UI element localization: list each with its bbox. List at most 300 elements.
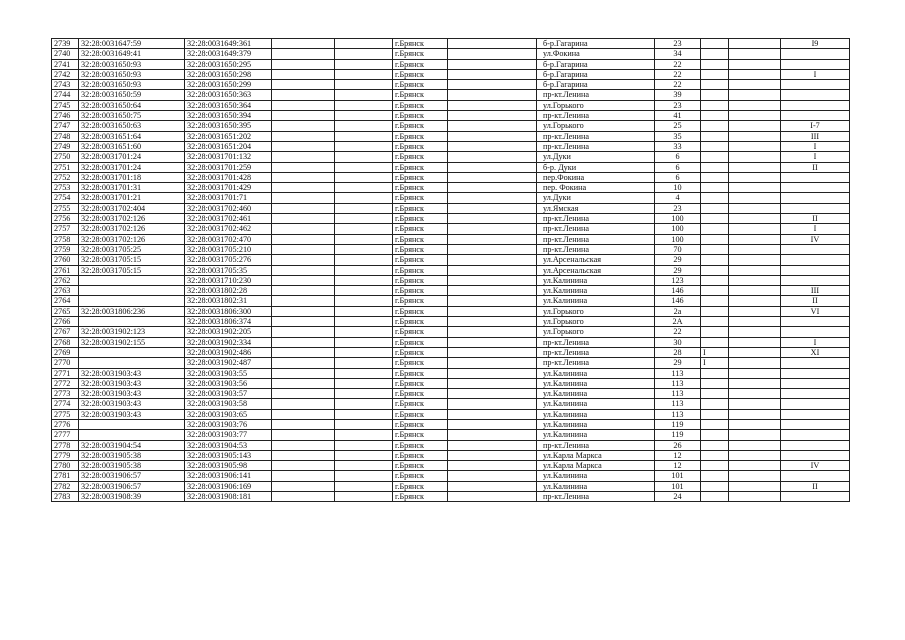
cell-empty-col-a — [272, 275, 335, 285]
cell-empty-col-c — [448, 286, 537, 296]
cell-house-number: 113 — [655, 378, 701, 388]
cell-empty-col-a — [272, 224, 335, 234]
cell-empty-col-a — [272, 152, 335, 162]
cell-building-mark — [701, 49, 729, 59]
cell-land-cadastral-number: 32:28:0031650:93 — [79, 69, 185, 79]
cell-object-cadastral-number: 32:28:0031702:462 — [185, 224, 272, 234]
cell-house-number: 22 — [655, 69, 701, 79]
cell-object-cadastral-number: 32:28:0031904:53 — [185, 440, 272, 450]
cell-city: г.Брянск — [393, 337, 448, 347]
cell-city: г.Брянск — [393, 327, 448, 337]
table-row — [52, 492, 850, 502]
cell-house-number: 22 — [655, 59, 701, 69]
cell-object-cadastral-number: 32:28:0031906:141 — [185, 471, 272, 481]
cell-empty-col-d — [729, 275, 781, 285]
cell-empty-col-c — [448, 368, 537, 378]
cell-building-mark — [701, 440, 729, 450]
cell-premises-number: I — [781, 141, 850, 151]
cell-land-cadastral-number: 32:28:0031651:60 — [79, 141, 185, 151]
cell-building-mark — [701, 389, 729, 399]
cell-row-number: 2762 — [52, 275, 79, 285]
table-row — [52, 90, 850, 100]
cell-land-cadastral-number: 32:28:0031701:24 — [79, 152, 185, 162]
cell-object-cadastral-number: 32:28:0031649:361 — [185, 39, 272, 49]
cell-empty-col-d — [729, 172, 781, 182]
cell-land-cadastral-number — [79, 419, 185, 429]
cell-land-cadastral-number: 32:28:0031702:404 — [79, 203, 185, 213]
cell-empty-col-c — [448, 69, 537, 79]
cell-premises-number — [781, 265, 850, 275]
cell-empty-col-d — [729, 111, 781, 121]
cell-street: пр-кт.Ленина — [537, 244, 655, 254]
cell-house-number: 100 — [655, 234, 701, 244]
table-row — [52, 296, 850, 306]
cell-city: г.Брянск — [393, 131, 448, 141]
cell-land-cadastral-number — [79, 430, 185, 440]
cell-premises-number: XI — [781, 347, 850, 357]
cell-city: г.Брянск — [393, 69, 448, 79]
cell-empty-col-a — [272, 358, 335, 368]
cell-city: г.Брянск — [393, 358, 448, 368]
cell-street: ул.Дуки — [537, 152, 655, 162]
cell-empty-col-a — [272, 409, 335, 419]
cell-land-cadastral-number: 32:28:0031905:38 — [79, 461, 185, 471]
cell-house-number: 41 — [655, 111, 701, 121]
cell-city: г.Брянск — [393, 368, 448, 378]
cell-empty-col-c — [448, 461, 537, 471]
cell-premises-number — [781, 419, 850, 429]
cell-empty-col-d — [729, 389, 781, 399]
cell-building-mark — [701, 90, 729, 100]
cell-object-cadastral-number: 32:28:0031806:300 — [185, 306, 272, 316]
cell-house-number: 70 — [655, 244, 701, 254]
cell-object-cadastral-number: 32:28:0031903:77 — [185, 430, 272, 440]
cell-empty-col-c — [448, 203, 537, 213]
cell-street: ул.Горького — [537, 306, 655, 316]
cell-empty-col-b — [335, 337, 393, 347]
cell-empty-col-d — [729, 234, 781, 244]
cell-city: г.Брянск — [393, 306, 448, 316]
cell-empty-col-a — [272, 378, 335, 388]
cell-empty-col-b — [335, 59, 393, 69]
cell-empty-col-b — [335, 419, 393, 429]
cell-object-cadastral-number: 32:28:0031705:210 — [185, 244, 272, 254]
table-row — [52, 172, 850, 182]
cell-object-cadastral-number: 32:28:0031903:55 — [185, 368, 272, 378]
table-row — [52, 347, 850, 357]
cell-building-mark — [701, 244, 729, 254]
cell-land-cadastral-number — [79, 317, 185, 327]
cell-land-cadastral-number: 32:28:0031649:41 — [79, 49, 185, 59]
cell-premises-number — [781, 244, 850, 254]
cell-building-mark — [701, 399, 729, 409]
cell-empty-col-a — [272, 80, 335, 90]
cell-empty-col-b — [335, 131, 393, 141]
cell-city: г.Брянск — [393, 111, 448, 121]
cell-building-mark — [701, 111, 729, 121]
cell-house-number: 29 — [655, 255, 701, 265]
cell-building-mark — [701, 378, 729, 388]
cell-building-mark — [701, 450, 729, 460]
cell-empty-col-c — [448, 481, 537, 491]
cell-object-cadastral-number: 32:28:0031701:71 — [185, 193, 272, 203]
cell-row-number: 2755 — [52, 203, 79, 213]
table-row — [52, 59, 850, 69]
cell-street: пр-кт.Ленина — [537, 224, 655, 234]
cell-empty-col-c — [448, 224, 537, 234]
cell-empty-col-a — [272, 419, 335, 429]
cell-empty-col-c — [448, 399, 537, 409]
cell-house-number: 26 — [655, 440, 701, 450]
cell-empty-col-b — [335, 214, 393, 224]
cell-premises-number: IV — [781, 461, 850, 471]
cell-empty-col-c — [448, 337, 537, 347]
cell-street: пр-кт.Ленина — [537, 214, 655, 224]
cell-object-cadastral-number: 32:28:0031702:461 — [185, 214, 272, 224]
cell-premises-number — [781, 255, 850, 265]
cell-row-number: 2751 — [52, 162, 79, 172]
cell-street: пр-кт.Ленина — [537, 131, 655, 141]
cell-land-cadastral-number: 32:28:0031702:126 — [79, 214, 185, 224]
cell-building-mark — [701, 327, 729, 337]
cell-street: ул.Калинина — [537, 275, 655, 285]
cell-object-cadastral-number: 32:28:0031701:259 — [185, 162, 272, 172]
cell-land-cadastral-number: 32:28:0031705:15 — [79, 265, 185, 275]
cell-empty-col-d — [729, 358, 781, 368]
cell-object-cadastral-number: 32:28:0031903:56 — [185, 378, 272, 388]
cell-land-cadastral-number: 32:28:0031903:43 — [79, 409, 185, 419]
cell-building-mark — [701, 193, 729, 203]
cell-empty-col-b — [335, 203, 393, 213]
cell-row-number: 2764 — [52, 296, 79, 306]
cell-land-cadastral-number: 32:28:0031903:43 — [79, 378, 185, 388]
cell-empty-col-b — [335, 100, 393, 110]
cell-row-number: 2781 — [52, 471, 79, 481]
cell-city: г.Брянск — [393, 244, 448, 254]
cell-empty-col-a — [272, 193, 335, 203]
cell-building-mark — [701, 172, 729, 182]
cell-row-number: 2765 — [52, 306, 79, 316]
cell-row-number: 2745 — [52, 100, 79, 110]
cell-premises-number — [781, 193, 850, 203]
cell-empty-col-d — [729, 100, 781, 110]
cell-empty-col-a — [272, 347, 335, 357]
cell-premises-number: II — [781, 162, 850, 172]
cell-street: ул.Калинина — [537, 286, 655, 296]
cell-empty-col-d — [729, 440, 781, 450]
cell-empty-col-d — [729, 286, 781, 296]
cell-empty-col-d — [729, 214, 781, 224]
table-row — [52, 286, 850, 296]
cell-city: г.Брянск — [393, 399, 448, 409]
cell-empty-col-c — [448, 492, 537, 502]
cell-empty-col-c — [448, 275, 537, 285]
cell-row-number: 2776 — [52, 419, 79, 429]
cell-premises-number: I — [781, 69, 850, 79]
table-row — [52, 419, 850, 429]
table-row — [52, 234, 850, 244]
cell-house-number: 2а — [655, 306, 701, 316]
cell-land-cadastral-number: 32:28:0031701:31 — [79, 183, 185, 193]
cell-empty-col-d — [729, 481, 781, 491]
cell-empty-col-b — [335, 265, 393, 275]
cell-empty-col-c — [448, 244, 537, 254]
cell-house-number: 25 — [655, 121, 701, 131]
cell-land-cadastral-number — [79, 358, 185, 368]
cell-land-cadastral-number — [79, 296, 185, 306]
cell-empty-col-b — [335, 39, 393, 49]
cell-house-number: 119 — [655, 430, 701, 440]
cell-house-number: 28 — [655, 347, 701, 357]
cell-empty-col-a — [272, 59, 335, 69]
table-row — [52, 121, 850, 131]
cell-premises-number — [781, 430, 850, 440]
table-row — [52, 224, 850, 234]
cell-city: г.Брянск — [393, 419, 448, 429]
cell-object-cadastral-number: 32:28:0031651:202 — [185, 131, 272, 141]
cell-empty-col-a — [272, 306, 335, 316]
cell-empty-col-d — [729, 141, 781, 151]
cell-empty-col-b — [335, 317, 393, 327]
cell-street: б-р.Гагарина — [537, 69, 655, 79]
cell-street: ул.Калинина — [537, 419, 655, 429]
cell-building-mark — [701, 430, 729, 440]
cell-house-number: 4 — [655, 193, 701, 203]
cell-building-mark — [701, 255, 729, 265]
cell-empty-col-c — [448, 59, 537, 69]
cell-object-cadastral-number: 32:28:0031705:35 — [185, 265, 272, 275]
cell-building-mark — [701, 481, 729, 491]
cell-house-number: 30 — [655, 337, 701, 347]
cell-premises-number — [781, 378, 850, 388]
cell-empty-col-a — [272, 450, 335, 460]
cell-empty-col-c — [448, 378, 537, 388]
cell-object-cadastral-number: 32:28:0031650:395 — [185, 121, 272, 131]
cell-street: пр-кт.Ленина — [537, 90, 655, 100]
cell-row-number: 2746 — [52, 111, 79, 121]
table-row — [52, 141, 850, 151]
cell-land-cadastral-number: 32:28:0031650:75 — [79, 111, 185, 121]
table-row — [52, 358, 850, 368]
cell-object-cadastral-number: 32:28:0031906:169 — [185, 481, 272, 491]
cell-empty-col-c — [448, 471, 537, 481]
cell-empty-col-b — [335, 481, 393, 491]
table-row — [52, 193, 850, 203]
cell-row-number: 2772 — [52, 378, 79, 388]
cell-empty-col-a — [272, 430, 335, 440]
cell-row-number: 2771 — [52, 368, 79, 378]
cell-house-number: 146 — [655, 286, 701, 296]
cell-building-mark — [701, 214, 729, 224]
cell-building-mark — [701, 471, 729, 481]
cell-street: ул.Карла Маркса — [537, 450, 655, 460]
cell-empty-col-a — [272, 296, 335, 306]
cell-empty-col-c — [448, 265, 537, 275]
cell-premises-number — [781, 450, 850, 460]
cell-empty-col-b — [335, 378, 393, 388]
cell-empty-col-d — [729, 49, 781, 59]
cell-empty-col-d — [729, 399, 781, 409]
cell-land-cadastral-number: 32:28:0031902:123 — [79, 327, 185, 337]
cell-land-cadastral-number: 32:28:0031702:126 — [79, 234, 185, 244]
cell-building-mark — [701, 183, 729, 193]
cell-empty-col-b — [335, 172, 393, 182]
cell-empty-col-a — [272, 265, 335, 275]
cell-house-number: 29 — [655, 265, 701, 275]
cell-city: г.Брянск — [393, 100, 448, 110]
cell-street: ул.Калинина — [537, 399, 655, 409]
cell-land-cadastral-number: 32:28:0031650:59 — [79, 90, 185, 100]
cell-empty-col-b — [335, 244, 393, 254]
cell-building-mark — [701, 409, 729, 419]
cell-city: г.Брянск — [393, 296, 448, 306]
cell-empty-col-b — [335, 141, 393, 151]
table-row — [52, 275, 850, 285]
cell-house-number: 39 — [655, 90, 701, 100]
cell-empty-col-b — [335, 90, 393, 100]
table-row — [52, 152, 850, 162]
cell-land-cadastral-number: 32:28:0031650:93 — [79, 80, 185, 90]
cell-empty-col-d — [729, 59, 781, 69]
cell-land-cadastral-number — [79, 286, 185, 296]
cell-object-cadastral-number: 32:28:0031710:230 — [185, 275, 272, 285]
cell-empty-col-a — [272, 317, 335, 327]
cell-empty-col-d — [729, 378, 781, 388]
cell-row-number: 2779 — [52, 450, 79, 460]
cell-house-number: 2А — [655, 317, 701, 327]
cell-street: ул.Ямская — [537, 203, 655, 213]
cell-premises-number — [781, 317, 850, 327]
cell-empty-col-d — [729, 244, 781, 254]
cell-city: г.Брянск — [393, 234, 448, 244]
cell-empty-col-a — [272, 286, 335, 296]
cell-empty-col-d — [729, 265, 781, 275]
cell-empty-col-d — [729, 450, 781, 460]
table-row — [52, 49, 850, 59]
cell-premises-number: II — [781, 296, 850, 306]
cell-street: пр-кт.Ленина — [537, 358, 655, 368]
cell-empty-col-a — [272, 39, 335, 49]
cell-empty-col-a — [272, 121, 335, 131]
cell-land-cadastral-number: 32:28:0031651:64 — [79, 131, 185, 141]
cell-house-number: 101 — [655, 471, 701, 481]
cell-empty-col-c — [448, 450, 537, 460]
cell-empty-col-b — [335, 471, 393, 481]
cell-empty-col-d — [729, 203, 781, 213]
cell-building-mark — [701, 59, 729, 69]
cell-premises-number: II — [781, 481, 850, 491]
cell-empty-col-b — [335, 358, 393, 368]
cell-street: пр-кт.Ленина — [537, 141, 655, 151]
cell-empty-col-b — [335, 389, 393, 399]
cell-land-cadastral-number: 32:28:0031806:236 — [79, 306, 185, 316]
cell-empty-col-d — [729, 224, 781, 234]
cell-empty-col-a — [272, 141, 335, 151]
cell-building-mark — [701, 152, 729, 162]
cell-premises-number — [781, 90, 850, 100]
cell-empty-col-a — [272, 49, 335, 59]
cell-row-number: 2744 — [52, 90, 79, 100]
cell-row-number: 2768 — [52, 337, 79, 347]
registry-sheet — [51, 38, 850, 502]
cell-object-cadastral-number: 32:28:0031902:487 — [185, 358, 272, 368]
cell-street: ул.Горького — [537, 121, 655, 131]
cell-building-mark — [701, 224, 729, 234]
cell-city: г.Брянск — [393, 471, 448, 481]
cell-building-mark — [701, 461, 729, 471]
cell-empty-col-c — [448, 234, 537, 244]
cell-street: пр-кт.Ленина — [537, 234, 655, 244]
cell-empty-col-c — [448, 419, 537, 429]
cell-empty-col-c — [448, 306, 537, 316]
cell-empty-col-b — [335, 255, 393, 265]
cell-land-cadastral-number: 32:28:0031650:64 — [79, 100, 185, 110]
table-body — [52, 39, 850, 502]
cell-building-mark — [701, 203, 729, 213]
cell-row-number: 2761 — [52, 265, 79, 275]
cell-empty-col-b — [335, 327, 393, 337]
cell-building-mark — [701, 368, 729, 378]
cell-city: г.Брянск — [393, 450, 448, 460]
cell-premises-number: III — [781, 286, 850, 296]
table-row — [52, 389, 850, 399]
cell-street: ул.Калинина — [537, 296, 655, 306]
cell-empty-col-b — [335, 224, 393, 234]
cell-empty-col-c — [448, 80, 537, 90]
cell-city: г.Брянск — [393, 409, 448, 419]
table-row — [52, 378, 850, 388]
cell-city: г.Брянск — [393, 172, 448, 182]
cell-street: ул.Карла Маркса — [537, 461, 655, 471]
cell-land-cadastral-number: 32:28:0031701:21 — [79, 193, 185, 203]
cell-object-cadastral-number: 32:28:0031902:486 — [185, 347, 272, 357]
cell-object-cadastral-number: 32:28:0031905:98 — [185, 461, 272, 471]
cell-house-number: 6 — [655, 162, 701, 172]
cell-city: г.Брянск — [393, 481, 448, 491]
cell-empty-col-a — [272, 368, 335, 378]
cell-premises-number — [781, 327, 850, 337]
cell-house-number: 22 — [655, 327, 701, 337]
cell-empty-col-a — [272, 234, 335, 244]
cell-empty-col-c — [448, 327, 537, 337]
cell-empty-col-b — [335, 461, 393, 471]
cell-premises-number: IV — [781, 234, 850, 244]
cell-empty-col-a — [272, 183, 335, 193]
cell-empty-col-b — [335, 69, 393, 79]
cell-empty-col-b — [335, 450, 393, 460]
cell-city: г.Брянск — [393, 378, 448, 388]
cell-object-cadastral-number: 32:28:0031650:394 — [185, 111, 272, 121]
cell-street: ул.Калинина — [537, 368, 655, 378]
cell-house-number: 33 — [655, 141, 701, 151]
cell-street: б-р.Гагарина — [537, 39, 655, 49]
cell-building-mark — [701, 317, 729, 327]
cell-house-number: 34 — [655, 49, 701, 59]
table-row — [52, 399, 850, 409]
cell-city: г.Брянск — [393, 461, 448, 471]
table-row — [52, 111, 850, 121]
cell-row-number: 2774 — [52, 399, 79, 409]
table-row — [52, 131, 850, 141]
cell-land-cadastral-number: 32:28:0031903:43 — [79, 389, 185, 399]
cell-row-number: 2760 — [52, 255, 79, 265]
cell-empty-col-b — [335, 492, 393, 502]
cell-object-cadastral-number: 32:28:0031903:65 — [185, 409, 272, 419]
cell-land-cadastral-number: 32:28:0031705:15 — [79, 255, 185, 265]
cell-empty-col-d — [729, 39, 781, 49]
cell-row-number: 2782 — [52, 481, 79, 491]
cell-empty-col-a — [272, 389, 335, 399]
